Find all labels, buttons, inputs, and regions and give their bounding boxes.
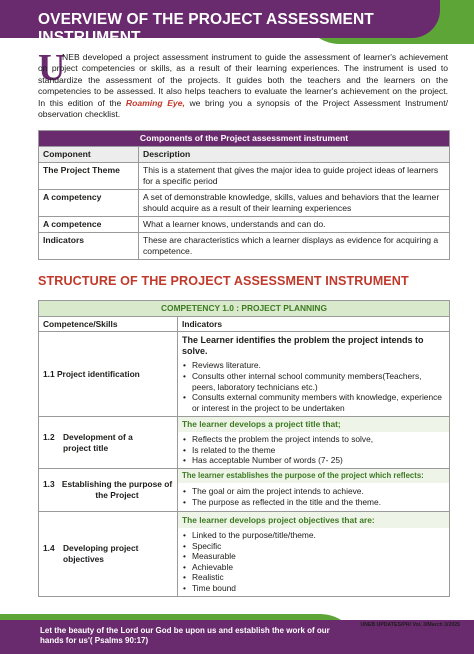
intro-text-1: NEB developed a project assessment instrument to guide the assessment of learner's achievement on project competencies or skills, as a result of their learning experiences. The instrument is used to standardize the assessment of the projects. It guides both the teachers and the learners on the competencies to be assessed. It also helps teachers to evaluate the learner's achievement on the project. In this edition of the [38,52,448,108]
component-name: Indicators [39,233,139,260]
indicator-title: The Learner identifies the problem the project intends to solve. [182,335,424,356]
competency-title-row [39,301,450,317]
skill-label: 1.1 Project identification [43,368,140,379]
table-row [39,217,450,233]
list-item: • Reviews literature. [182,360,445,371]
structure-table-header-row [39,316,450,332]
list-item: • Time bound [182,583,445,594]
indicator-title: The learner develops a project title that; [178,417,449,432]
table-row [39,332,450,417]
structure-table [38,300,450,597]
skill-label: Establishing the purpose of the Project [61,479,173,500]
skill-number: 1.2 [43,431,55,442]
list-item: • Consults other internal school community members(Teachers, peers, laboratory technicians etc.) [182,371,445,392]
intro-paragraph [38,47,448,120]
drop-cap: U [38,47,66,89]
skill-number: 1.4 [43,542,55,553]
indicator-title: The learner develops project objectives that are: [178,512,449,529]
column-header-indicators: Indicators [178,316,450,332]
list-item: • Measurable [182,551,445,562]
table-row [39,468,450,511]
list-item: • The goal or aim the project intends to achieve. [182,486,445,497]
page-title: OVERVIEW OF THE PROJECT ASSESSMENT INSTRUMENT [38,11,374,46]
indicator-title: The learner establishes the purpose of the project which reflects: [178,469,449,484]
component-description: These are characteristics which a learner displays as evidence for acquiring a competence. [139,233,450,260]
table-row [39,511,450,596]
components-table [38,130,450,260]
competency-title: COMPETENCY 1.0 : PROJECT PLANNING [39,301,450,317]
skill-cell [39,468,178,511]
indicator-list [178,483,449,510]
column-header-skills: Competence/Skills [39,316,178,332]
list-item: • Has acceptable Number of words (7- 25) [182,455,445,466]
skill-cell [39,511,178,596]
column-header-component: Component [39,147,139,163]
indicator-list [178,528,449,596]
component-name: A competence [39,217,139,233]
table-row [39,163,450,190]
table-row [39,190,450,217]
indicator-list [182,360,445,413]
table-row [39,417,450,468]
footer-reference: UNEB UPDATES/PR/ Vol. 3/March 3/2025 [360,622,460,628]
footer-quote: Let the beauty of the Lord our God be upon us and establish the work of our hands for us'( Psalms 90:17) [40,626,330,645]
indicators-cell [178,332,450,417]
table-row [39,233,450,260]
list-item: • Realistic [182,572,445,583]
indicators-cell [178,511,450,596]
component-name: A competency [39,190,139,217]
components-table-title-row [39,131,450,147]
components-table-header-row [39,147,450,163]
skill-cell [39,332,178,417]
component-description: This is a statement that gives the major idea to guide project ideas of learners for a specific period [139,163,450,190]
list-item: • Consults external community members with knowledge, experience or interest in the project to be undertaken [182,392,445,413]
skill-label: Development of a project title [63,431,133,453]
component-description: What a learner knows, understands and can do. [139,217,450,233]
components-table-title: Components of the Project assessment instrument [39,131,450,147]
component-description: A set of demonstrable knowledge, skills, values and behaviors that the learner should acquire as a result of their learning experiences [139,190,450,217]
list-item: • The purpose as reflected in the title and the theme. [182,497,445,508]
indicators-cell [178,417,450,468]
skill-label: Developing project objectives [63,542,139,564]
section-title: STRUCTURE OF THE PROJECT ASSESSMENT INSTRUMENT [38,274,409,288]
list-item: • Reflects the problem the project intends to solve, [182,434,445,445]
header-banner [0,0,474,44]
list-item: • Linked to the purpose/title/theme. [182,530,445,541]
list-item: • Specific [182,541,445,552]
list-item: • Achievable [182,562,445,573]
intro-text-2: we bring you a synopsis of the Project Assessment Instrument/ observation checklist. [38,97,448,120]
indicator-list [178,432,449,468]
skill-cell [39,417,178,468]
list-item: • Is related to the theme [182,445,445,456]
component-name: The Project Theme [39,163,139,190]
indicators-cell [178,468,450,511]
intro-emphasis: Roaming Eye, [125,97,185,108]
skill-number: 1.3 [43,479,55,490]
column-header-description: Description [139,147,450,163]
